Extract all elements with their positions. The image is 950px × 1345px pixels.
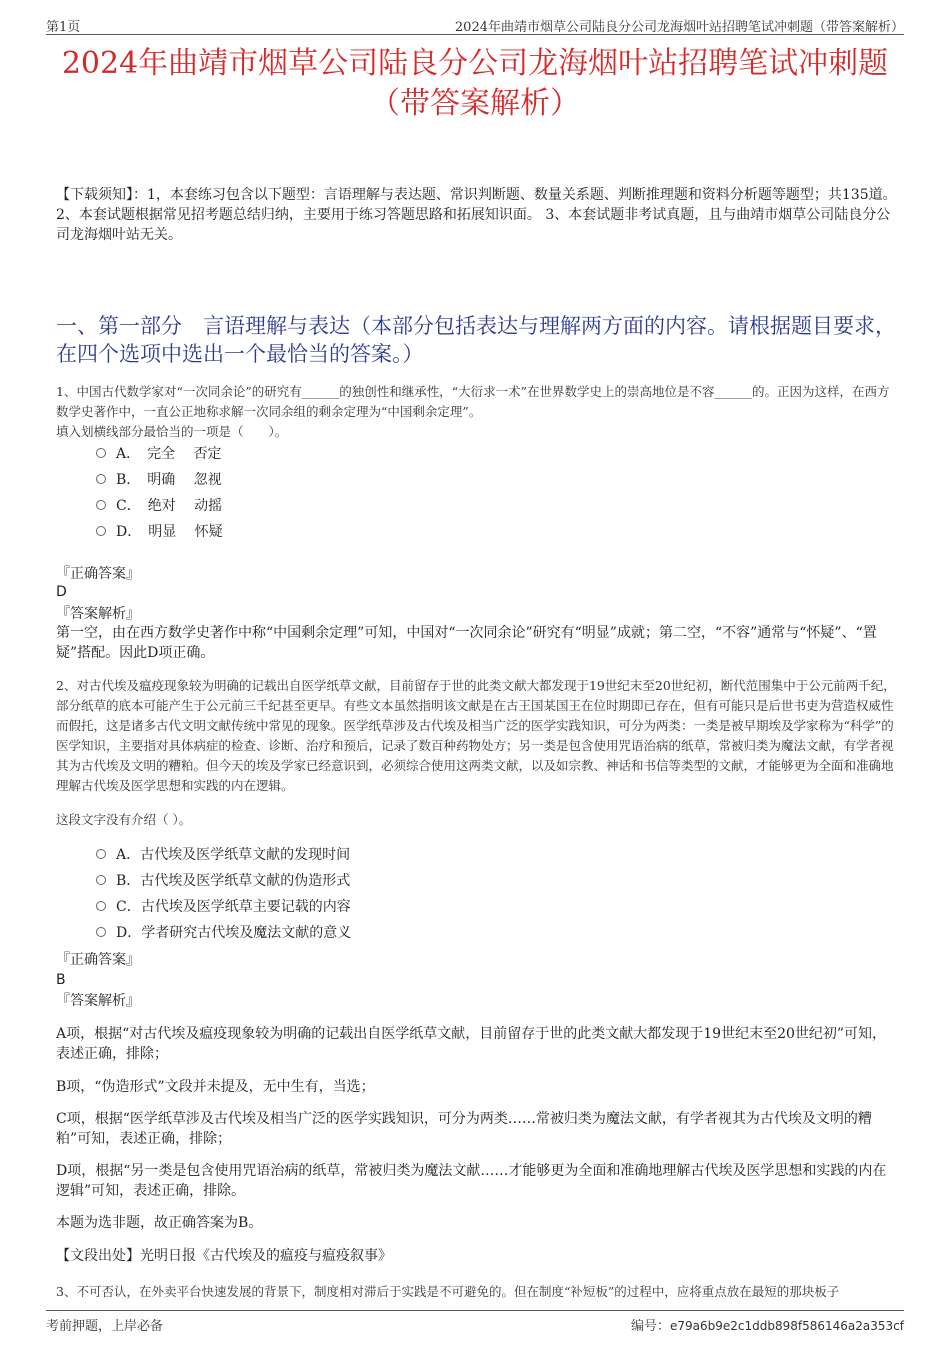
radio-icon[interactable] xyxy=(96,500,106,510)
q1-option-b[interactable]: B． 明确 忽视 xyxy=(96,470,222,490)
q2-analysis-label: 『答案解析』 xyxy=(56,993,140,1009)
q2-source: 【文段出处】光明日报《古代埃及的瘟疫与瘟疫叙事》 xyxy=(56,1248,392,1264)
page-header xyxy=(46,14,904,35)
section-heading: 一、第一部分 言语理解与表达（本部分包括表达与理解两方面的内容。请根据题目要求，在四个选项中选出一个最恰当的答案。） xyxy=(56,314,896,366)
page-title xyxy=(40,44,910,124)
q2-analysis-b: B项，“伪造形式”文段并未提及，无中生有，当选； xyxy=(56,1079,375,1095)
q1-option-c[interactable]: C． 绝对 动摇 xyxy=(96,496,222,516)
q2-analysis-d: D项，根据“另一类是包含使用咒语治病的纸草，常被归类为魔法文献……才能够更为全面和准确地理解古代埃及医学思想和实践的内在逻辑”可知，表述正确，排除。 xyxy=(56,1163,887,1199)
footer-code: 编号：e79a6b9e2c1ddb898f586146a2a353cf xyxy=(630,1319,904,1334)
q2-option-c[interactable]: C．古代埃及医学纸草主要记载的内容 xyxy=(96,897,351,917)
q1-analysis-label: 『答案解析』 xyxy=(56,606,140,622)
radio-icon[interactable] xyxy=(96,875,106,885)
q2-option-b[interactable]: B．古代埃及医学纸草文献的伪造形式 xyxy=(96,871,350,891)
q2-analysis-a: A项，根据“对古代埃及瘟疫现象较为明确的记载出自医学纸草文献，目前留存于世的此类文献大都发现于19世纪末至20世纪初”可知，表述正确，排除； xyxy=(56,1026,887,1062)
q2-answer: B xyxy=(56,972,66,988)
radio-icon[interactable] xyxy=(96,474,106,484)
radio-icon[interactable] xyxy=(96,448,106,458)
q2-answer-label: 『正确答案』 xyxy=(56,952,140,968)
q2-analysis-c: C项，根据“医学纸草涉及古代埃及相当广泛的医学实践知识，可分为两类……常被归类为魔法文献，有学者视其为古代埃及文明的糟粕”可知，表述正确，排除； xyxy=(56,1111,872,1147)
radio-icon[interactable] xyxy=(96,927,106,937)
radio-icon[interactable] xyxy=(96,526,106,536)
radio-icon[interactable] xyxy=(96,901,106,911)
q1-analysis: 第一空，由在西方数学史著作中称“中国剩余定理”可知，中国对“一次同余论”研究有“明显”成就；第二空，“不容”通常与“怀疑”、“置疑”搭配。因此D项正确。 xyxy=(56,625,877,661)
title-line-2: （带答案解析） xyxy=(370,86,580,121)
q1-option-d[interactable]: D． 明显 怀疑 xyxy=(96,522,223,542)
q2-option-d[interactable]: D．学者研究古代埃及魔法文献的意义 xyxy=(96,923,351,943)
download-notice: 【下载须知】：1，本套练习包含以下题型：言语理解与表达题、常识判断题、数量关系题、判断推理题和资料分析题等题型；共135道。 2、本套试题根据常见招考题总结归纳，主要用于练习答题思路和拓展知识面。 3、本套试题非考试真题，且与曲靖市烟草公司陆良分公司龙海烟叶站无关。 xyxy=(56,187,897,243)
q2-conclusion: 本题为选非题，故正确答案为B。 xyxy=(56,1215,263,1231)
q1-answer-label: 『正确答案』 xyxy=(56,566,140,582)
title-line-1: 2024年曲靖市烟草公司陆良分公司龙海烟叶站招聘笔试冲刺题 xyxy=(61,46,889,81)
radio-icon[interactable] xyxy=(96,849,106,859)
question-2-stem: 2、对古代埃及瘟疫现象较为明确的记载出自医学纸草文献，目前留存于世的此类文献大都发现于19世纪末至20世纪初，断代范围集中于公元前两千纪，部分纸草的底本可能产生于公元前三千纪甚至更早。有些文本虽然指明该文献是在古王国某国王在位时期即已存在，但有可能只是后世书吏为营造权威性而假托，这是诸多古代文明文献传统中常见的现象。医学纸草涉及古代埃及相当广泛的医学实践知识，可分为两类：一类是被早期埃及学家称为“科学”的医学知识，主要指对具体病症的检查、诊断、治疗和预后，记录了数百种药物处方；另一类是包含使用咒语治病的纸草，常被归类为魔法文献，有学者视其为古代埃及文明的糟粕。但今天的埃及学家已经意识到，必须综合使用这两类文献，以及如宗教、神话和书信等类型的文献，才能够更为全面和准确地理解古代埃及医学思想和实践的内在逻辑。 xyxy=(56,678,896,793)
question-3-stem: 3、不可否认，在外卖平台快速发展的背景下，制度相对滞后于实践是不可避免的。但在制度“补短板”的过程中，应将重点放在最短的那块板子 xyxy=(56,1284,840,1299)
q1-answer: D xyxy=(56,584,67,600)
header-doc-title: 2024年曲靖市烟草公司陆良分公司龙海烟叶站招聘笔试冲刺题（带答案解析） xyxy=(454,20,904,35)
question-1-stem: 1、中国古代数学家对“一次同余论”的研究有______的独创性和继承性，“大衍求一术”在世界数学史上的崇高地位是不容______的。正因为这样，在西方数学史著作中，一直公正地称求解一次同余组的剩余定理为“中国剩余定理”。 xyxy=(56,384,890,419)
q1-option-a[interactable]: A． 完全 否定 xyxy=(96,444,222,464)
q2-option-a[interactable]: A．古代埃及医学纸草文献的发现时间 xyxy=(96,845,350,865)
question-2-prompt: 这段文字没有介绍（ ）。 xyxy=(56,812,192,827)
page-number: 第1页 xyxy=(46,20,81,35)
footer-slogan: 考前押题，上岸必备 xyxy=(46,1319,164,1334)
page-footer xyxy=(46,1310,904,1333)
question-1-prompt: 填入划横线部分最恰当的一项是（ ）。 xyxy=(56,424,288,439)
